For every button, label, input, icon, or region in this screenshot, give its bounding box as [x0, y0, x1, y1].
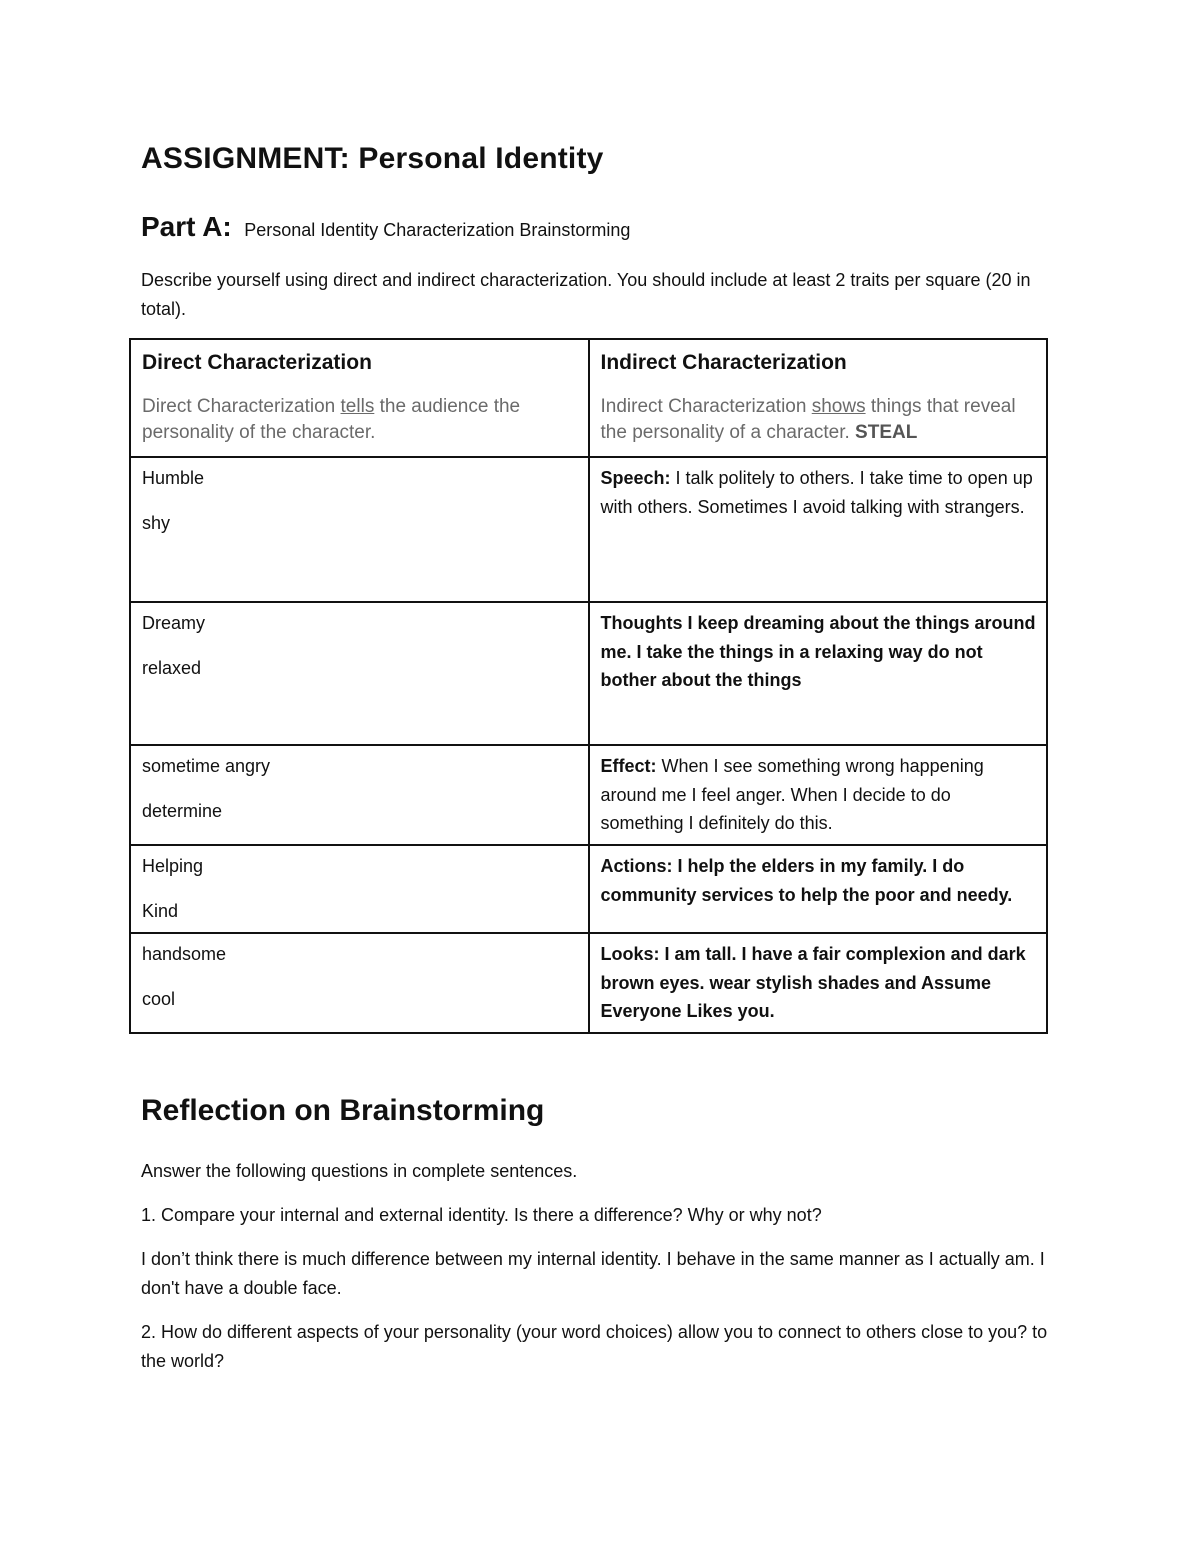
trait: Kind [142, 900, 179, 921]
direct-cell [130, 933, 589, 1033]
direct-cell [130, 745, 589, 845]
indirect-cell [589, 933, 1048, 1033]
trait: Helping [142, 856, 204, 876]
indirect-text: When I see something wrong happening around me I feel anger. When I decide to do something I definitely do this. [600, 756, 984, 833]
question-1-text: Compare your internal and external identity. Is there a difference? Why or why not? [156, 1205, 822, 1225]
direct-header-title: Direct Characterization [142, 351, 372, 374]
indirect-text: I keep dreaming about the things around me. I take the things in a relaxing way do not bother about the things [600, 613, 1036, 690]
trait: handsome [142, 944, 227, 964]
steal-acronym: STEAL [855, 422, 918, 443]
trait: Dreamy [142, 613, 206, 633]
part-a-subtitle: Personal Identity Characterization Brainstorming [244, 220, 631, 240]
indirect-desc-text: Indirect Characterization [600, 396, 812, 417]
question-1 [141, 1201, 1061, 1230]
trait: shy [142, 512, 171, 533]
trait: determine [142, 800, 223, 821]
indirect-cell [589, 745, 1048, 845]
indirect-label: Thoughts [600, 613, 683, 633]
part-a-label: Part A: [141, 211, 232, 242]
indirect-text: I help the elders in my family. I do community services to help the poor and needy. [600, 856, 1013, 905]
assignment-title: ASSIGNMENT: Personal Identity [141, 142, 604, 175]
indirect-label: Looks: [600, 944, 660, 964]
indirect-cell [589, 457, 1048, 602]
trait: Humble [142, 468, 205, 488]
question-2-number: 2. [141, 1322, 157, 1342]
direct-desc-text: Direct Characterization [142, 396, 341, 417]
direct-desc-text-end: the audience the personality of the character. [142, 396, 521, 443]
indirect-header-cell [589, 339, 1048, 457]
table-row [130, 457, 1047, 602]
answer-1: I don’t think there is much difference between my internal identity. I behave in the same manner as I actually am. I don't have a double face. [141, 1249, 1045, 1298]
indirect-header-description [601, 394, 1037, 446]
reflection-intro: Answer the following questions in complete sentences. [141, 1161, 578, 1181]
direct-header-description [142, 394, 578, 446]
instructions-text: Describe yourself using direct and indirect characterization. You should include at least 2 traits per square (20 in total). [141, 270, 1031, 319]
indirect-text: I talk politely to others. I take time to open up with others. Sometimes I avoid talking with strangers. [600, 468, 1033, 517]
indirect-label: Actions: [600, 856, 673, 876]
table-row [130, 845, 1047, 933]
direct-header-cell [130, 339, 589, 457]
table-header-row [130, 339, 1047, 457]
direct-cell [130, 845, 589, 933]
trait: cool [142, 988, 176, 1009]
indirect-cell [589, 845, 1048, 933]
direct-cell [130, 602, 589, 745]
trait: sometime angry [142, 756, 271, 776]
table-row [130, 602, 1047, 745]
table-row [130, 933, 1047, 1033]
question-2-text: How do different aspects of your personality (your word choices) allow you to connect to others close to you? to the world? [141, 1322, 1048, 1371]
part-a-heading [141, 211, 630, 243]
trait: relaxed [142, 657, 202, 678]
characterization-table [129, 338, 1048, 1034]
table-row [130, 745, 1047, 845]
indirect-label: Effect: [600, 756, 657, 776]
indirect-desc-underlined: shows [811, 396, 866, 417]
reflection-title: Reflection on Brainstorming [141, 1094, 545, 1127]
question-1-number: 1. [141, 1205, 157, 1225]
indirect-header-title: Indirect Characterization [600, 351, 847, 374]
indirect-label: Speech: [600, 468, 671, 488]
indirect-desc-text-end: things that reveal the personality of a character. [600, 396, 1016, 443]
direct-cell [130, 457, 589, 602]
indirect-text: I am tall. I have a fair complexion and dark brown eyes. wear stylish shades and Assume Everyone Likes you. [600, 944, 1026, 1021]
question-2 [141, 1318, 1061, 1376]
direct-desc-underlined: tells [340, 396, 375, 417]
indirect-cell [589, 602, 1048, 745]
